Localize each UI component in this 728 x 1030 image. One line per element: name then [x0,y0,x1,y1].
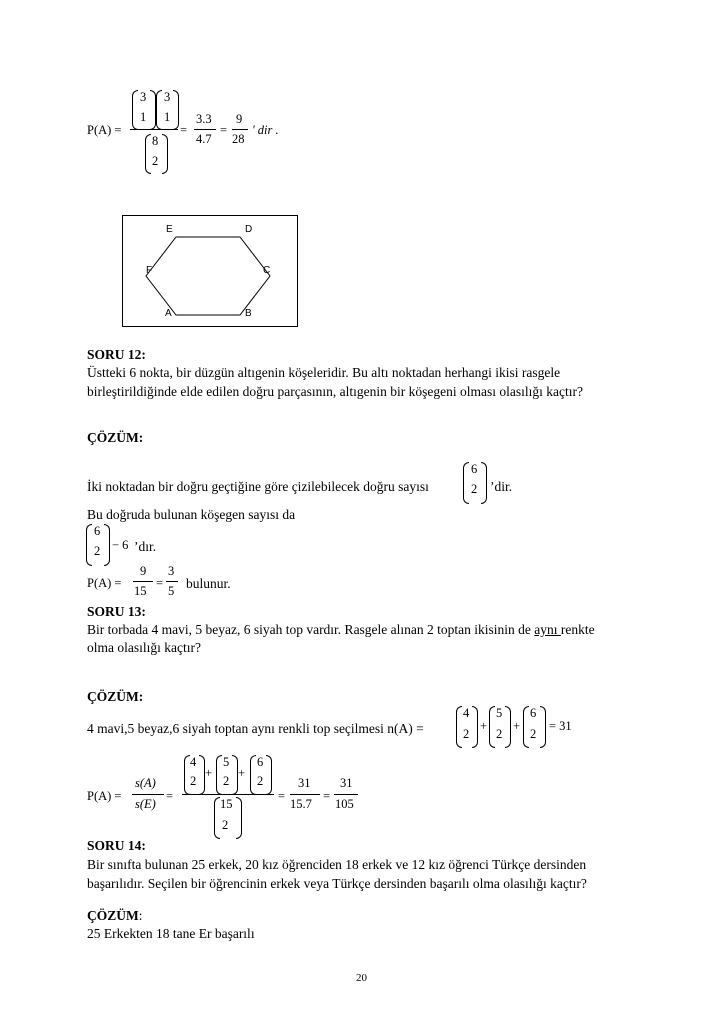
equals-result: = 31 [549,719,572,733]
question-text: başarılıdır. Seçilen bir öğrencinin erkek veya Türkçe dersinden başarılı olma olasılığı kaçtır? [87,876,587,891]
paren [104,524,110,566]
denominator: s(E) [135,797,156,811]
denominator: 28 [232,132,245,146]
fraction-bar [130,129,178,130]
paren [266,755,272,795]
equals: = [156,576,164,590]
binom-bottom: 2 [190,774,197,788]
fraction-bar [166,581,178,582]
question-text [87,620,595,640]
binom-top: 6 [257,755,264,769]
binom-bottom: 2 [222,818,229,832]
paren [145,134,151,174]
paren [505,706,511,748]
plus: + [480,719,488,733]
equals: = [220,123,228,137]
denominator: 105 [335,797,354,811]
colon: : [138,908,143,923]
question-title: SORU 13: [87,604,146,619]
question-title: SORU 12: [87,347,146,362]
binom-top: 3 [140,90,147,104]
numerator: 9 [236,112,243,126]
numerator: s(A) [135,776,156,790]
minus-six: − 6 [112,538,129,552]
text-segment: renkte [560,622,595,637]
paren [236,797,242,839]
plus: + [513,719,521,733]
fraction-bar [133,581,153,582]
numerator: 31 [340,776,353,790]
plus: + [238,766,246,780]
numerator: 3 [168,564,175,578]
paren [523,706,529,748]
formula1-suffix: ' dir . [252,123,279,137]
solution-text: 25 Erkekten 18 tane Er başarılı [87,926,255,941]
solution-text: 4 mavi,5 beyaz,6 siyah toptan aynı renkli top seçilmesi n(A) = [87,721,424,736]
formula1-lhs: P(A) = [87,123,122,137]
paren [132,90,138,130]
text-segment: Bir torbada 4 mavi, 5 beyaz, 6 siyah top vardır. Rasgele alınan 2 toptan ikisinin de [87,622,531,637]
vertex-label-b: B [245,308,252,319]
equals: = [166,789,174,803]
question-title: SORU 14: [87,838,146,853]
question-text: Üstteki 6 nokta, bir düzgün altıgenin köşeleridir. Bu altı noktadan herhangi ikisi rasgele [87,365,561,380]
binom-bottom: 2 [152,154,159,168]
fraction-bar [194,129,216,130]
denominator: 4.7 [196,132,212,146]
equals: = [180,123,188,137]
binom-top: 5 [496,706,503,720]
fraction-bar [132,794,164,795]
numerator: 9 [140,564,147,578]
binom-bottom: 1 [140,110,147,124]
probability-lhs: P(A) = [87,576,122,590]
binom-top: 3 [164,90,171,104]
binom-top: 6 [471,462,478,476]
paren [472,706,478,748]
vertex-label-a: A [165,308,172,319]
equals: = [323,789,331,803]
paren [540,706,546,748]
solution-text: Bu doğruda bulunan köşegen sayısı da [87,507,296,522]
paren [463,462,469,504]
solution-title-text: ÇÖZÜM [87,908,139,923]
fraction-bar [334,794,358,795]
binom-bottom: 2 [471,482,478,496]
binom-top: 6 [94,524,101,538]
solution-title: ÇÖZÜM: [87,689,144,704]
vertex-label-e: E [166,224,173,235]
binom-top: 15 [220,797,233,811]
paren [86,524,92,566]
question-text: olma olasılığı kaçtır? [87,640,201,655]
probability-lhs: P(A) = [87,789,122,803]
binom-bottom: 2 [530,727,537,741]
solution-text: ’dır. [134,539,157,554]
binom-bottom: 2 [496,727,503,741]
fraction-bar [290,794,320,795]
binom-bottom: 2 [223,774,230,788]
vertex-label-c: C [263,265,271,276]
denominator: 5 [168,584,175,598]
plus: + [205,766,213,780]
denominator: 15 [134,584,147,598]
solution-title: ÇÖZÜM: [87,430,144,445]
solution-text: ’dir. [490,479,513,494]
binom-bottom: 2 [257,774,264,788]
paren [456,706,462,748]
paren [250,755,256,795]
paren [489,706,495,748]
vertex-label-d: D [245,224,253,235]
paren [481,462,487,504]
binom-bottom: 1 [164,110,171,124]
numerator: 3.3 [196,112,212,126]
paren [216,755,222,795]
numerator: 31 [298,776,311,790]
underlined-text: aynı [534,622,561,637]
paren [173,90,179,130]
fraction-bar [232,129,248,130]
binom-top: 6 [530,706,537,720]
binom-top: 4 [463,706,470,720]
paren [162,134,168,174]
question-text: birleştirildiğinde elde edilen doğru parçasının, altıgenin bir köşegeni olması olasılığı kaçtır? [87,384,583,399]
vertex-label-f: F [146,265,153,276]
solution-title [87,906,143,926]
solution-text: İki noktadan bir doğru geçtiğine göre çizilebilecek doğru sayısı [87,479,429,494]
question-text: Bir sınıfta bulunan 25 erkek, 20 kız öğrenciden 18 erkek ve 12 kız öğrenci Türkçe dersinden [87,857,587,872]
paren [156,90,162,130]
binom-bottom: 2 [94,544,101,558]
denominator: 15.7 [290,797,312,811]
binom-bottom: 2 [463,727,470,741]
equals: = [278,789,286,803]
binom-top: 5 [223,755,230,769]
binom-top: 4 [190,755,197,769]
solution-text: bulunur. [186,576,231,591]
binom-top: 8 [152,134,159,148]
page-number: 20 [356,972,367,984]
fraction-bar [182,794,274,795]
